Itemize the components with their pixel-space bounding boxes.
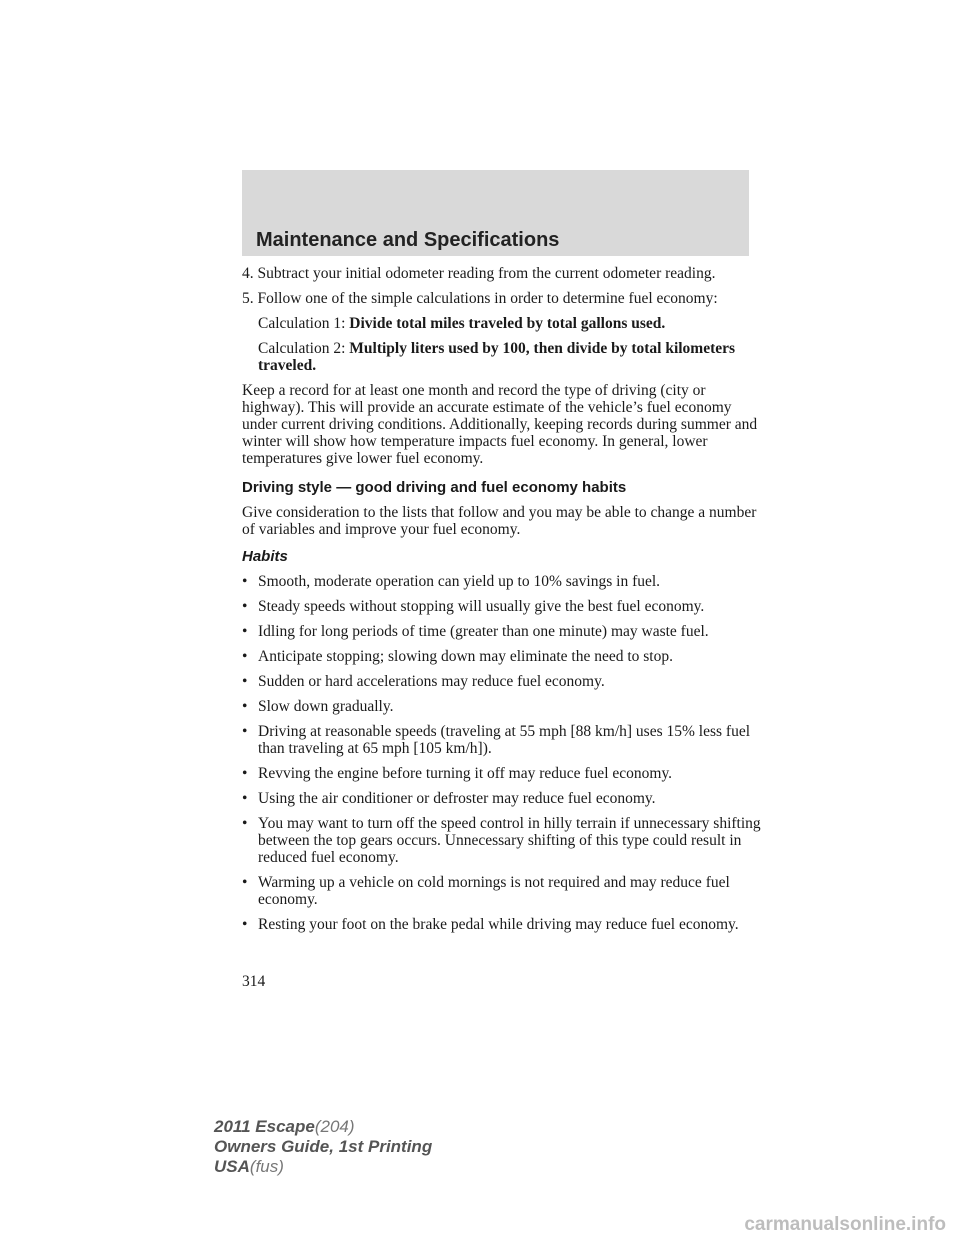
bullet-icon: •: [242, 598, 248, 615]
habits-heading: Habits: [242, 548, 288, 565]
footer-line-2: Owners Guide, 1st Printing: [214, 1137, 433, 1156]
bullet-icon: •: [242, 698, 248, 715]
step-4: 4. Subtract your initial odometer reading from the current odometer reading.: [242, 265, 716, 282]
habit-item: • Anticipate stopping; slowing down may eliminate the need to stop.: [242, 648, 673, 665]
bullet-icon: •: [242, 648, 248, 665]
section-title: Maintenance and Specifications: [256, 229, 560, 251]
bullet-icon: •: [242, 790, 248, 807]
calculation-1-text: Divide total miles traveled by total gallons used.: [349, 315, 666, 332]
habit-item: • Slow down gradually.: [242, 698, 394, 715]
page-number: 314: [242, 973, 266, 990]
habit-item: • Steady speeds without stopping will usually give the best fuel economy.: [242, 598, 705, 615]
driving-style-intro: Give consideration to the lists that follow and you may be able to change a number of variables and improve your fuel economy.: [242, 504, 757, 538]
bullet-icon: •: [242, 765, 248, 782]
habit-item: • Revving the engine before turning it off may reduce fuel economy.: [242, 765, 673, 782]
habit-item: • Sudden or hard accelerations may reduce fuel economy.: [242, 673, 605, 690]
driving-style-heading: Driving style — good driving and fuel economy habits: [242, 479, 627, 496]
calculation-1-label: Calculation 1:: [258, 315, 346, 332]
watermark-text[interactable]: carmanualsonline.info: [744, 1214, 946, 1235]
calculation-2-text: Multiply liters used by 100, then divide by total kilometers traveled.: [258, 340, 736, 374]
habit-item: • Resting your foot on the brake pedal while driving may reduce fuel economy.: [242, 916, 739, 933]
calculation-1: [258, 315, 762, 332]
habit-item: • Driving at reasonable speeds (traveling at 55 mph [88 km/h] uses 15% less fuel than traveling at 65 mph [105 km/h]).: [242, 723, 751, 757]
footer-line-3: USA(fus): [214, 1157, 284, 1176]
bullet-icon: •: [242, 874, 248, 891]
document-footer: [214, 1117, 432, 1177]
habit-item: • Idling for long periods of time (greater than one minute) may waste fuel.: [242, 623, 709, 640]
habit-item: • You may want to turn off the speed control in hilly terrain if unnecessary shifting between the top gears occurs. Unnecessary shifting of this type could result in reduced fuel economy.: [242, 815, 761, 866]
bullet-icon: •: [242, 723, 248, 740]
bullet-icon: •: [242, 573, 248, 590]
habit-item: • Using the air conditioner or defroster may reduce fuel economy.: [242, 790, 656, 807]
record-paragraph: Keep a record for at least one month and record the type of driving (city or highway). This will provide an accurate estimate of the vehicle’s fuel economy under current driving conditions. Additionally, keeping records during summer and winter will show how temperature impacts fuel economy. In general, lower temperatures give lower fuel economy.: [242, 382, 758, 467]
calculation-2: [258, 340, 762, 374]
bullet-icon: •: [242, 815, 248, 832]
bullet-icon: •: [242, 623, 248, 640]
habit-item: • Warming up a vehicle on cold mornings is not required and may reduce fuel economy.: [242, 874, 730, 908]
habit-item: • Smooth, moderate operation can yield up to 10% savings in fuel.: [242, 573, 661, 590]
footer-line-1: 2011 Escape(204): [214, 1117, 355, 1136]
page-content: [242, 265, 762, 941]
bullet-icon: •: [242, 673, 248, 690]
bullet-icon: •: [242, 916, 248, 933]
calculation-2-label: Calculation 2:: [258, 340, 346, 357]
habits-list: [242, 573, 762, 933]
step-5: 5. Follow one of the simple calculations in order to determine fuel economy:: [242, 290, 718, 307]
